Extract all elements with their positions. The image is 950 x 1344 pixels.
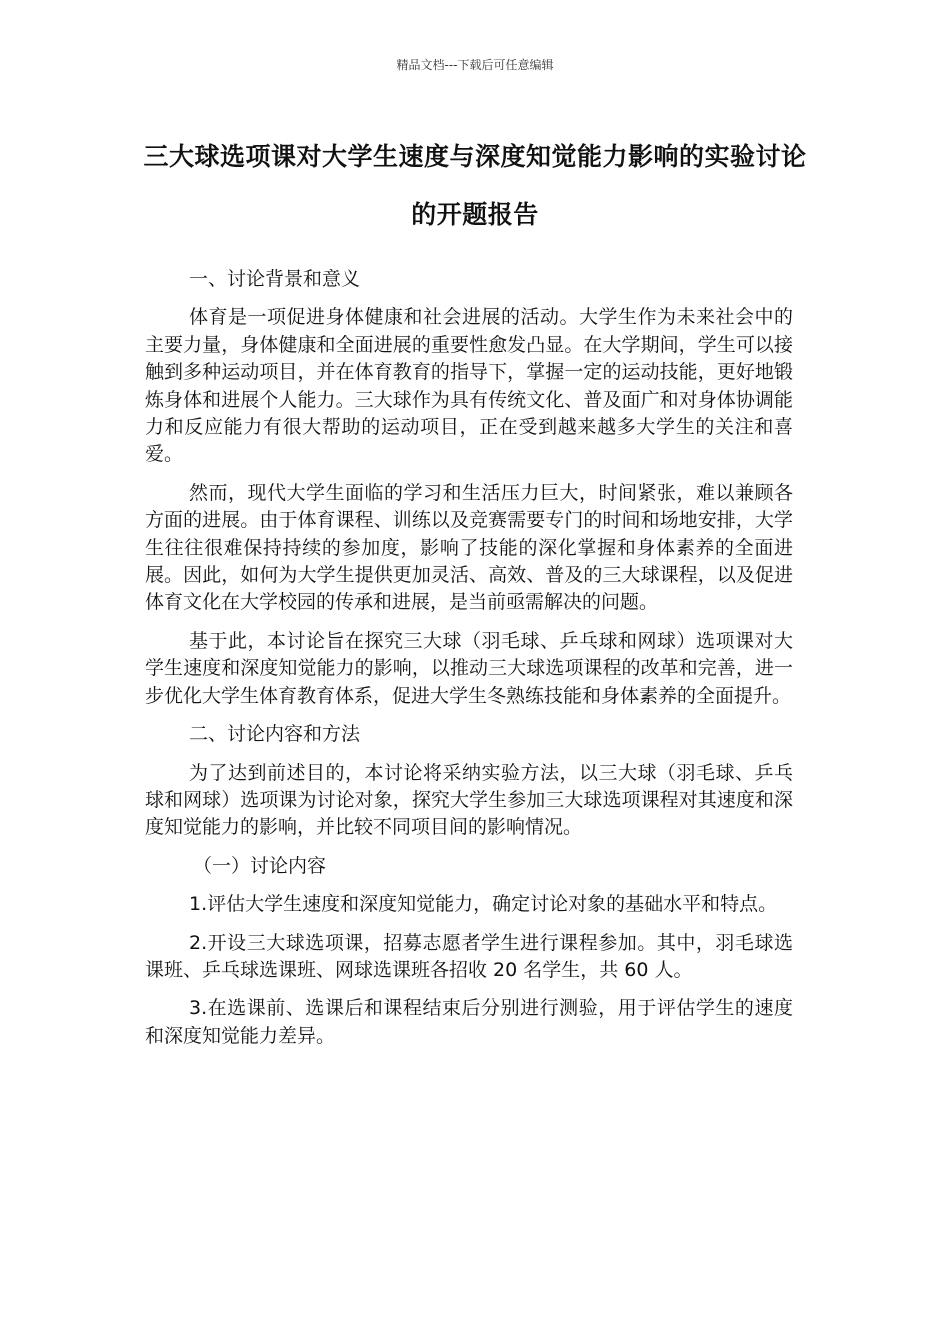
page-header-note: 精品文档---下载后可任意编辑 bbox=[396, 58, 554, 72]
list-item-1: 1.评估大学生速度和深度知觉能力，确定讨论对象的基础水平和特点。 bbox=[189, 893, 778, 916]
list-item-2: 2.开设三大球选项课，招募志愿者学生进行课程参加。其中，羽毛球选课班、乒乓球选课班、网球选课班各招收 20 名学生，共 60 人。 bbox=[145, 931, 793, 981]
document-body bbox=[145, 266, 793, 1061]
paragraph-background-2: 然而，现代大学生面临的学习和生活压力巨大，时间紧张，难以兼顾各方面的进展。由于体育课程、训练以及竞赛需要专门的时间和场地安排，大学生往往很难保持持续的参加度，影响了技能的深化掌握和身体素养的全面进展。因此，如何为大学生提供更加灵活、高效、普及的三大球课程，以及促进体育文化在大学校园的传承和进展，是当前亟需解决的问题。 bbox=[145, 481, 793, 614]
list-item-3: 3.在选课前、选课后和课程结束后分别进行测验，用于评估学生的速度和深度知觉能力差异。 bbox=[145, 997, 793, 1047]
subsection-heading-content: （一）讨论内容 bbox=[193, 854, 327, 877]
section-heading-content-methods: 二、讨论内容和方法 bbox=[189, 723, 361, 746]
paragraph-background-1: 体育是一项促进身体健康和社会进展的活动。大学生作为未来社会中的主要力量，身体健康和全面进展的重要性愈发凸显。在大学期间，学生可以接触到多种运动项目，并在体育教育的指导下，掌握一定的运动技能，更好地锻炼身体和进展个人能力。三大球作为具有传统文化、普及面广和对身体协调能力和反应能力有很大帮助的运动项目，正在受到越来越多大学生的关注和喜爱。 bbox=[145, 306, 793, 466]
section-heading-background: 一、讨论背景和意义 bbox=[189, 268, 361, 290]
paragraph-methods-1: 为了达到前述目的，本讨论将采纳实验方法，以三大球（羽毛球、乒乓球和网球）选项课为讨论对象，探究大学生参加三大球选项课程对其速度和深度知觉能力的影响，并比较不同项目间的影响情况。 bbox=[145, 761, 793, 839]
document-title: 三大球选项课对大学生速度与深度知觉能力影响的实验讨论的开题报告 bbox=[143, 142, 807, 229]
paragraph-background-3: 基于此，本讨论旨在探究三大球（羽毛球、乒乓球和网球）选项课对大学生速度和深度知觉能力的影响，以推动三大球选项课程的改革和完善，进一步优化大学生体育教育体系，促进大学生冬熟练技能和身体素养的全面提升。 bbox=[145, 629, 793, 707]
